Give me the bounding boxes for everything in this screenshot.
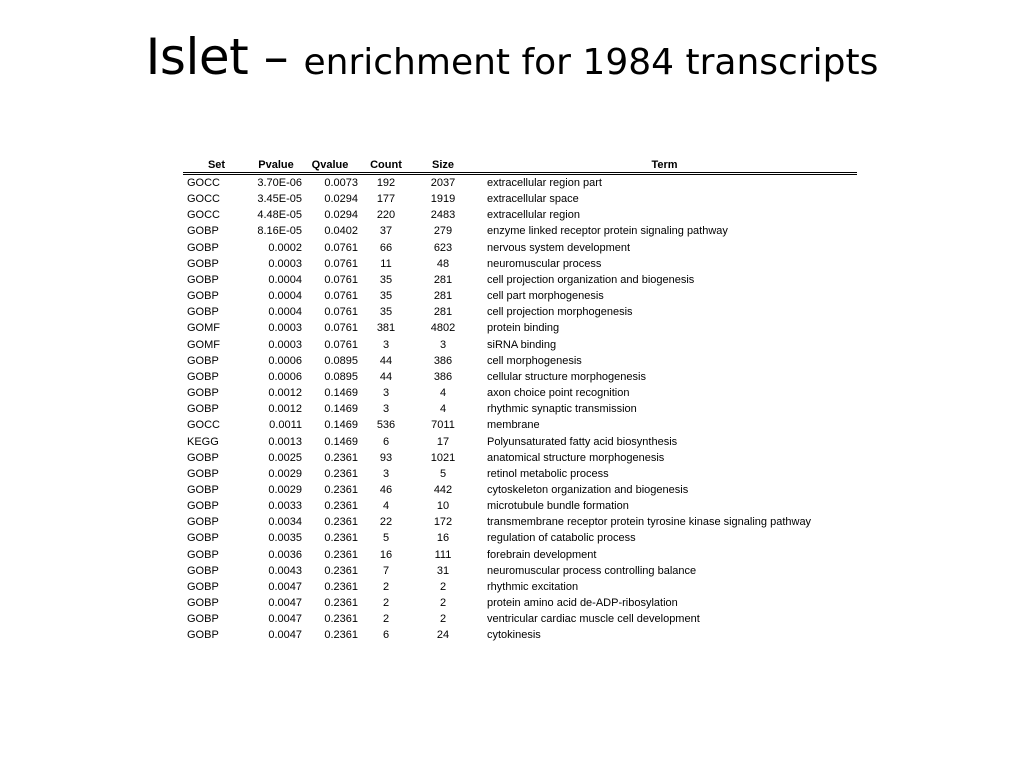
cell-pvalue: 0.0012 xyxy=(268,403,302,416)
table-row xyxy=(183,174,857,192)
cell-set: GOBP xyxy=(187,354,219,367)
cell-set: GOMF xyxy=(187,322,220,335)
table-row xyxy=(183,401,857,417)
cell-pvalue: 3.70E-06 xyxy=(257,177,302,189)
cell-pvalue: 0.0006 xyxy=(268,354,302,367)
cell-size: 2 xyxy=(439,597,447,610)
cell-qvalue: 0.2361 xyxy=(324,516,358,529)
slide-title-main: Islet – xyxy=(145,28,304,86)
slide-title-subtitle: enrichment for 1984 transcripts xyxy=(303,42,879,83)
table-row xyxy=(183,272,857,288)
table-body xyxy=(183,174,857,644)
cell-qvalue: 0.0761 xyxy=(324,241,358,254)
cell-size: 7011 xyxy=(431,419,455,432)
cell-size: 3 xyxy=(439,338,447,351)
cell-count: 35 xyxy=(379,306,393,319)
cell-count: 3 xyxy=(382,387,390,400)
cell-count: 3 xyxy=(382,467,390,480)
enrichment-table xyxy=(183,158,857,644)
table-row xyxy=(183,563,857,579)
col-header-set: Set xyxy=(183,158,250,174)
cell-set: GOBP xyxy=(187,273,219,286)
cell-size: 4 xyxy=(439,387,447,400)
col-header-term: Term xyxy=(472,158,857,174)
cell-qvalue: 0.2361 xyxy=(324,597,358,610)
cell-qvalue: 0.1469 xyxy=(324,403,358,416)
cell-term: cell part morphogenesis xyxy=(487,290,604,303)
cell-qvalue: 0.2361 xyxy=(324,483,358,496)
cell-term: rhythmic synaptic transmission xyxy=(487,403,637,416)
cell-size: 24 xyxy=(436,629,450,642)
table-row xyxy=(183,611,857,627)
cell-set: GOBP xyxy=(187,564,219,577)
cell-qvalue: 0.2361 xyxy=(324,564,358,577)
cell-size: 5 xyxy=(439,467,447,480)
cell-size: 623 xyxy=(433,241,453,254)
cell-set: GOCC xyxy=(187,209,220,222)
cell-pvalue: 0.0025 xyxy=(268,451,302,464)
cell-qvalue: 0.1469 xyxy=(324,387,358,400)
cell-count: 11 xyxy=(380,257,392,270)
cell-pvalue: 3.45E-05 xyxy=(257,193,302,206)
cell-size: 17 xyxy=(436,435,450,448)
cell-pvalue: 0.0004 xyxy=(268,273,302,286)
cell-count: 5 xyxy=(382,532,390,545)
col-header-qvalue: Qvalue xyxy=(302,158,358,174)
table-row xyxy=(183,256,857,272)
cell-count: 220 xyxy=(376,209,396,222)
cell-term: neuromuscular process xyxy=(487,257,602,270)
cell-qvalue: 0.0761 xyxy=(324,257,358,270)
table-row xyxy=(183,337,857,353)
cell-qvalue: 0.1469 xyxy=(324,419,358,432)
cell-set: GOMF xyxy=(187,338,220,351)
cell-set: GOBP xyxy=(187,548,219,561)
cell-count: 22 xyxy=(379,516,393,529)
cell-set: GOBP xyxy=(187,451,219,464)
cell-pvalue: 0.0004 xyxy=(268,290,302,303)
cell-set: GOBP xyxy=(187,500,219,513)
cell-term: transmembrane receptor protein tyrosine kinase signaling pathway xyxy=(487,516,812,529)
cell-set: GOCC xyxy=(187,177,220,189)
cell-size: 111 xyxy=(434,548,452,561)
cell-pvalue: 8.16E-05 xyxy=(257,225,302,238)
col-header-pvalue: Pvalue xyxy=(250,158,302,174)
cell-set: GOBP xyxy=(187,370,219,383)
cell-qvalue: 0.2361 xyxy=(324,467,358,480)
cell-count: 35 xyxy=(379,290,393,303)
table-row xyxy=(183,434,857,450)
cell-count: 93 xyxy=(379,451,393,464)
cell-term: extracellular region part xyxy=(487,177,602,189)
table-row xyxy=(183,579,857,595)
table-row xyxy=(183,207,857,223)
cell-size: 31 xyxy=(436,564,450,577)
cell-pvalue: 4.48E-05 xyxy=(257,209,302,222)
cell-set: GOBP xyxy=(187,483,219,496)
cell-term: cytoskeleton organization and biogenesis xyxy=(487,483,689,496)
cell-term: cell projection morphogenesis xyxy=(487,306,633,319)
cell-term: nervous system development xyxy=(487,241,631,254)
col-header-count: Count xyxy=(358,158,414,174)
cell-pvalue: 0.0011 xyxy=(269,419,302,432)
table-row xyxy=(183,530,857,546)
cell-count: 46 xyxy=(379,483,393,496)
cell-size: 48 xyxy=(436,257,450,270)
cell-size: 281 xyxy=(433,290,453,303)
cell-pvalue: 0.0036 xyxy=(268,548,302,561)
table-row xyxy=(183,482,857,498)
cell-size: 442 xyxy=(433,483,453,496)
cell-count: 16 xyxy=(379,548,393,561)
cell-qvalue: 0.2361 xyxy=(324,548,358,561)
cell-pvalue: 0.0013 xyxy=(268,435,302,448)
cell-count: 44 xyxy=(379,370,393,383)
cell-set: GOCC xyxy=(187,419,220,432)
cell-qvalue: 0.2361 xyxy=(324,451,358,464)
cell-count: 37 xyxy=(379,225,393,238)
cell-set: GOBP xyxy=(187,467,219,480)
cell-count: 35 xyxy=(379,273,393,286)
cell-size: 2 xyxy=(439,580,447,593)
cell-term: cytokinesis xyxy=(487,629,541,642)
cell-set: GOBP xyxy=(187,629,219,642)
cell-size: 386 xyxy=(433,354,453,367)
cell-qvalue: 0.0761 xyxy=(324,322,358,335)
cell-term: extracellular space xyxy=(487,193,579,206)
cell-qvalue: 0.2361 xyxy=(324,613,358,626)
cell-set: GOBP xyxy=(187,532,219,545)
slide-title xyxy=(0,28,1024,86)
cell-count: 381 xyxy=(376,322,396,335)
cell-pvalue: 0.0012 xyxy=(268,387,302,400)
cell-term: membrane xyxy=(487,419,540,432)
cell-qvalue: 0.0761 xyxy=(324,306,358,319)
cell-term: protein binding xyxy=(487,322,560,335)
cell-set: GOBP xyxy=(187,597,219,610)
cell-set: GOBP xyxy=(187,241,219,254)
cell-term: regulation of catabolic process xyxy=(487,532,636,545)
cell-pvalue: 0.0047 xyxy=(268,597,302,610)
cell-term: cell projection organization and biogenesis xyxy=(487,273,695,286)
cell-term: axon choice point recognition xyxy=(487,387,630,400)
cell-term: microtubule bundle formation xyxy=(487,500,629,513)
cell-count: 4 xyxy=(382,500,390,513)
cell-qvalue: 0.0761 xyxy=(324,273,358,286)
cell-size: 1919 xyxy=(430,193,456,206)
cell-term: ventricular cardiac muscle cell development xyxy=(487,613,700,626)
cell-size: 2 xyxy=(439,613,447,626)
cell-count: 6 xyxy=(382,629,390,642)
table-row xyxy=(183,240,857,256)
cell-term: cell morphogenesis xyxy=(487,354,582,367)
cell-pvalue: 0.0035 xyxy=(268,532,302,545)
cell-set: GOBP xyxy=(187,290,219,303)
cell-pvalue: 0.0047 xyxy=(268,580,302,593)
cell-count: 44 xyxy=(379,354,393,367)
cell-pvalue: 0.0003 xyxy=(268,257,302,270)
cell-size: 2483 xyxy=(430,209,456,222)
cell-qvalue: 0.0294 xyxy=(324,193,358,206)
cell-pvalue: 0.0034 xyxy=(268,516,302,529)
table-row xyxy=(183,514,857,530)
cell-count: 7 xyxy=(382,564,390,577)
cell-term: protein amino acid de-ADP-ribosylation xyxy=(487,597,678,610)
cell-term: retinol metabolic process xyxy=(487,467,609,480)
cell-pvalue: 0.0043 xyxy=(268,564,302,577)
cell-set: KEGG xyxy=(187,435,219,448)
table-row xyxy=(183,450,857,466)
cell-pvalue: 0.0033 xyxy=(268,500,302,513)
cell-pvalue: 0.0029 xyxy=(268,483,302,496)
cell-size: 4 xyxy=(439,403,447,416)
cell-count: 2 xyxy=(382,613,390,626)
table-row xyxy=(183,466,857,482)
cell-count: 177 xyxy=(376,193,396,206)
cell-term: neuromuscular process controlling balance xyxy=(487,564,697,577)
col-header-size: Size xyxy=(414,158,472,174)
cell-count: 3 xyxy=(382,403,390,416)
cell-set: GOBP xyxy=(187,613,219,626)
cell-pvalue: 0.0047 xyxy=(268,629,302,642)
cell-qvalue: 0.2361 xyxy=(324,629,358,642)
table-row xyxy=(183,223,857,239)
cell-qvalue: 0.0294 xyxy=(324,209,358,222)
cell-qvalue: 0.2361 xyxy=(324,532,358,545)
cell-count: 66 xyxy=(379,241,393,254)
cell-size: 16 xyxy=(436,532,450,545)
cell-size: 279 xyxy=(433,225,453,238)
cell-pvalue: 0.0003 xyxy=(268,338,302,351)
table-row xyxy=(183,288,857,304)
table-row xyxy=(183,627,857,643)
cell-term: cellular structure morphogenesis xyxy=(487,370,646,383)
cell-qvalue: 0.0073 xyxy=(324,177,358,189)
cell-set: GOBP xyxy=(187,225,219,238)
cell-qvalue: 0.0895 xyxy=(324,370,358,383)
cell-count: 2 xyxy=(382,597,390,610)
cell-term: rhythmic excitation xyxy=(487,580,579,593)
cell-count: 3 xyxy=(382,338,390,351)
cell-size: 10 xyxy=(436,500,450,513)
table-row xyxy=(183,320,857,336)
cell-size: 4802 xyxy=(430,322,456,335)
table-row xyxy=(183,547,857,563)
cell-term: anatomical structure morphogenesis xyxy=(487,451,665,464)
cell-size: 1021 xyxy=(430,451,456,464)
cell-qvalue: 0.0402 xyxy=(324,225,358,238)
cell-pvalue: 0.0029 xyxy=(268,467,302,480)
table-row xyxy=(183,353,857,369)
table-header-row xyxy=(183,158,857,174)
cell-qvalue: 0.0761 xyxy=(324,338,358,351)
cell-count: 2 xyxy=(382,580,390,593)
table-row xyxy=(183,595,857,611)
cell-term: Polyunsaturated fatty acid biosynthesis xyxy=(487,435,678,448)
cell-size: 2037 xyxy=(430,177,456,189)
cell-set: GOBP xyxy=(187,403,219,416)
table-row xyxy=(183,369,857,385)
cell-term: enzyme linked receptor protein signaling pathway xyxy=(487,225,728,238)
cell-set: GOBP xyxy=(187,387,219,400)
table-row xyxy=(183,498,857,514)
cell-pvalue: 0.0002 xyxy=(268,241,302,254)
cell-term: forebrain development xyxy=(487,548,597,561)
table-row xyxy=(183,191,857,207)
cell-qvalue: 0.0761 xyxy=(324,290,358,303)
cell-set: GOBP xyxy=(187,580,219,593)
cell-term: siRNA binding xyxy=(487,338,557,351)
cell-set: GOBP xyxy=(187,257,219,270)
cell-pvalue: 0.0047 xyxy=(268,613,302,626)
cell-qvalue: 0.2361 xyxy=(324,500,358,513)
cell-size: 281 xyxy=(433,273,453,286)
cell-qvalue: 0.1469 xyxy=(324,435,358,448)
cell-size: 386 xyxy=(433,370,453,383)
cell-qvalue: 0.2361 xyxy=(324,580,358,593)
table-row xyxy=(183,385,857,401)
cell-pvalue: 0.0004 xyxy=(268,306,302,319)
table-row xyxy=(183,304,857,320)
cell-count: 536 xyxy=(376,419,396,432)
cell-term: extracellular region xyxy=(487,209,580,222)
cell-qvalue: 0.0895 xyxy=(324,354,358,367)
cell-set: GOBP xyxy=(187,306,219,319)
cell-pvalue: 0.0006 xyxy=(268,370,302,383)
cell-size: 281 xyxy=(433,306,453,319)
cell-count: 192 xyxy=(376,177,396,189)
table-row xyxy=(183,417,857,433)
cell-count: 6 xyxy=(382,435,390,448)
cell-pvalue: 0.0003 xyxy=(268,322,302,335)
cell-size: 172 xyxy=(433,516,453,529)
cell-set: GOBP xyxy=(187,516,219,529)
cell-set: GOCC xyxy=(187,193,220,206)
